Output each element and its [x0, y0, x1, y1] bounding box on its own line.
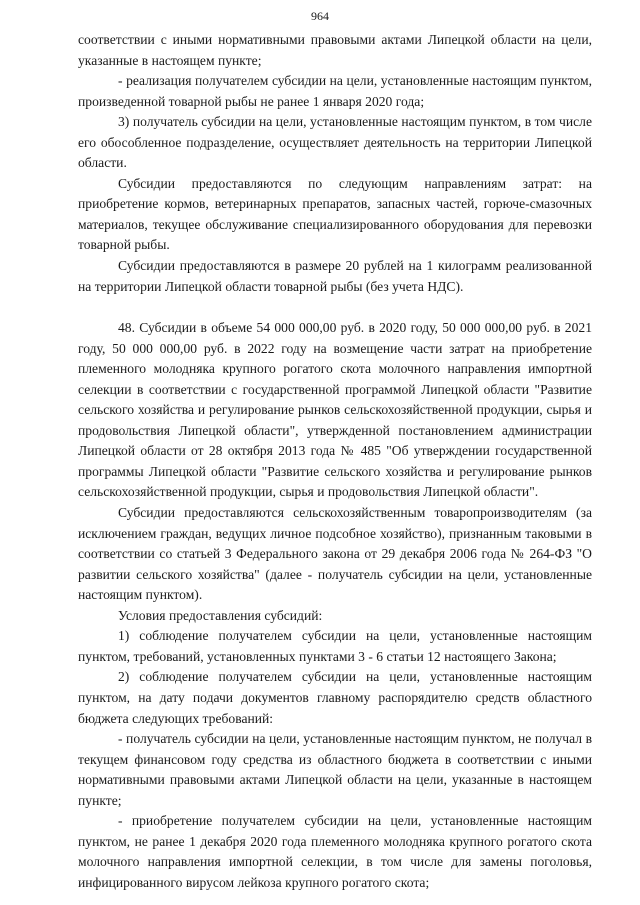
paragraph: 48. Субсидии в объеме 54 000 000,00 руб. в 2020 году, 50 000 000,00 руб. в 2021 году, 50 000 000,00 руб. в 2022 году на возмещение части затрат на приобретение племенного молодняка крупного рогатого скота молочного направления импортной селекции в соответствии с государственной программой Липецкой области "Развитие сельского хозяйства и регулирование рынков сельскохозяйственной продукции, сырья и продовольствия Липецкой области", утвержденной постановлением администрации Липецкой области от 28 октября 2013 года № 485 "Об утверждении государственной программы Липецкой области "Развитие сельского хозяйства и регулирование рынков сельскохозяйственной продукции, сырья и продовольствия Липецкой области".: [78, 320, 592, 500]
document-body: [78, 30, 592, 893]
paragraph: 1) соблюдение получателем субсидии на цели, установленные настоящим пунктом, требований, установленных пунктами 3 - 6 статьи 12 настоящего Закона;: [78, 628, 592, 664]
paragraph: - получатель субсидии на цели, установленные настоящим пунктом, не получал в текущем финансовом году средства из областного бюджета в соответствии с иными нормативными правовыми актами Липецкой области на цели, указанные в настоящем пункте;: [78, 731, 592, 808]
page-number: 964: [311, 9, 329, 23]
paragraph: Субсидии предоставляются сельскохозяйственным товаропроизводителям (за исключением граждан, ведущих личное подсобное хозяйство), признанным таковыми в соответствии со статьей 3 Федерального закона от 29 декабря 2006 года № 264-ФЗ "О развитии сельского хозяйства" (далее - получатель субсидии на цели, установленные настоящим пунктом).: [78, 505, 592, 603]
paragraph: - приобретение получателем субсидии на цели, установленные настоящим пунктом, не ранее 1 декабря 2020 года племенного молодняка крупного рогатого скота молочного направления импортной селекции, в том числе для замены поголовья, инфицированного вирусом лейкоза крупного рогатого скота;: [78, 813, 592, 890]
paragraph: соответствии с иными нормативными правовыми актами Липецкой области на цели, указанные в настоящем пункте;: [78, 32, 592, 68]
paragraph-gap: [78, 297, 592, 318]
paragraph: Условия предоставления субсидий:: [118, 607, 323, 623]
paragraph: - реализация получателем субсидии на цели, установленные настоящим пунктом, произведенной товарной рыбы не ранее 1 января 2020 года;: [78, 73, 592, 109]
paragraph: 2) соблюдение получателем субсидии на цели, установленные настоящим пунктом, на дату подачи документов главному распорядителю средств областного бюджета следующих требований:: [78, 669, 592, 726]
paragraph: 3) получатель субсидии на цели, установленные настоящим пунктом, в том числе его обособленное подразделение, осуществляет деятельность на территории Липецкой области.: [78, 114, 592, 171]
paragraph: Субсидии предоставляются в размере 20 рублей на 1 килограмм реализованной на территории Липецкой области товарной рыбы (без учета НДС).: [78, 258, 592, 294]
paragraph: Субсидии предоставляются по следующим направлениям затрат: на приобретение кормов, ветеринарных препаратов, запасных частей, горюче-смазочных материалов, текущее обслуживание специализированного оборудования для перевозки товарной рыбы.: [78, 175, 592, 253]
